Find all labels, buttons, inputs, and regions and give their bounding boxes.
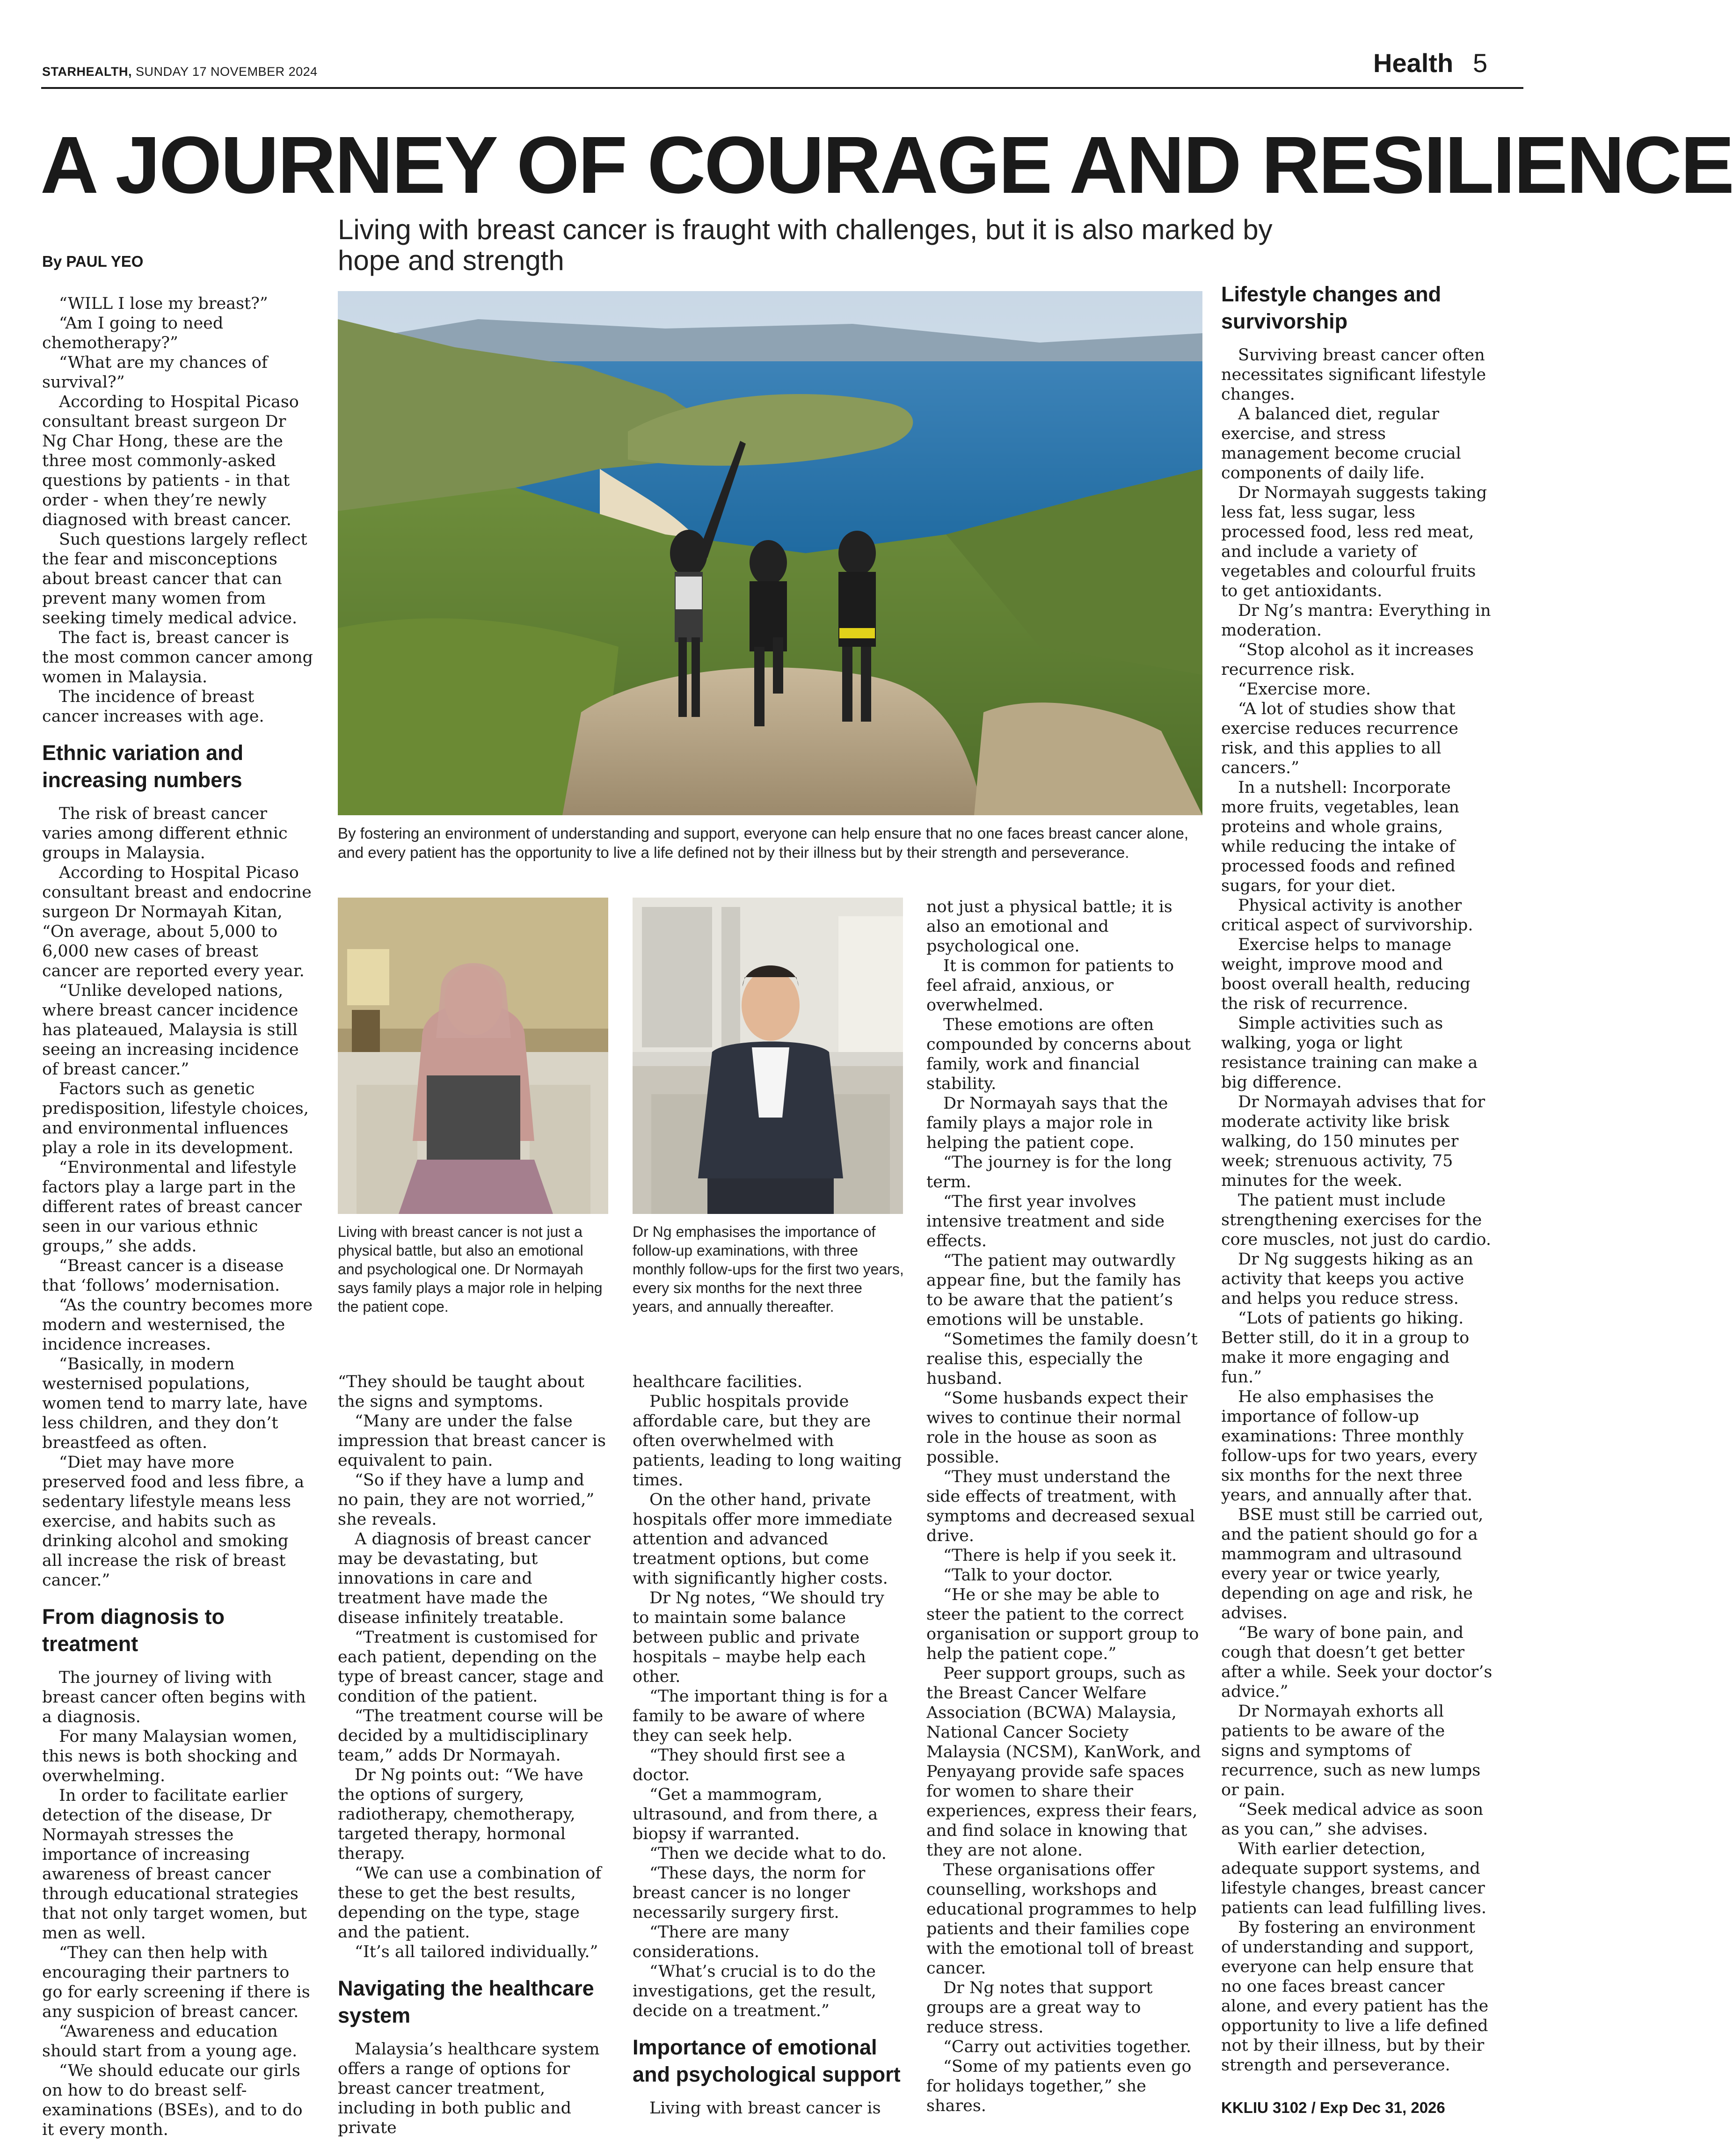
article-column-5 (1221, 281, 1493, 2075)
article-paragraph: “They should be taught about the signs and symptoms. (338, 1373, 585, 1411)
article-column-4 (926, 897, 1202, 2116)
article-paragraph: “The journey is for the long term. (926, 1153, 1172, 1191)
article-paragraph: “Awareness and education should start from a young age. (42, 2022, 298, 2061)
article-paragraph: Surviving breast cancer often necessitates significant lifestyle changes. (1221, 346, 1486, 404)
article-paragraph: “So if they have a lump and no pain, they are not worried,” she reveals. (338, 1471, 595, 1529)
col3-paragraphs (633, 1372, 904, 2021)
footer-approval-code: KKLIU 3102 / Exp Dec 31, 2026 (1221, 2099, 1445, 2116)
article-paragraph: “Breast cancer is a disease that ‘follows’ modernisation. (42, 1257, 284, 1295)
article-paragraph: Malaysia’s healthcare system offers a range of options for breast cancer treatment, including in both public and private (338, 2040, 600, 2137)
article-paragraph: The patient must include strengthening exercises for the core muscles, not just do cardio. (1221, 1191, 1491, 1249)
article-paragraph: “Many are under the false impression that breast cancer is equivalent to pain. (338, 1412, 606, 1470)
article-paragraph: Dr Normayah advises that for moderate activity like brisk walking, do 150 minutes per week; strenuous activity, 75 minutes for the week. (1221, 1093, 1485, 1190)
article-paragraph: These emotions are often compounded by concerns about family, work and financial stability. (926, 1016, 1191, 1093)
article-paragraph: Dr Ng notes that support groups are a great way to reduce stress. (926, 1979, 1153, 2037)
article-paragraph: The journey of living with breast cancer often begins with a diagnosis. (42, 1668, 306, 1726)
article-paragraph: “It’s all tailored individually.” (355, 1943, 598, 1961)
article-paragraph: “Some husbands expect their wives to continue their normal role in the house as soon as possible. (926, 1389, 1187, 1467)
photo-dr-ng (633, 898, 903, 1214)
article-paragraph: “We can use a combination of these to get the best results, depending on the type, stage and the patient. (338, 1864, 602, 1942)
article-paragraph: Dr Normayah exhorts all patients to be aware of the signs and symptoms of recurrence, such as new lumps or pain. (1221, 1702, 1481, 1799)
article-paragraph: “Talk to your doctor. (943, 1566, 1113, 1585)
subheading-emotional-support: Importance of emotional and psychological support (633, 2035, 901, 2086)
article-paragraph: On the other hand, private hospitals offer more immediate attention and advanced treatment options, but come with significantly higher costs. (633, 1491, 893, 1588)
photo-dr-normayah (338, 898, 608, 1214)
article-paragraph: “These days, the norm for breast cancer is no longer necessarily surgery first. (633, 1864, 866, 1922)
article-paragraph: Physical activity is another critical aspect of survivorship. (1221, 896, 1473, 935)
article-paragraph: Peer support groups, such as the Breast Cancer Welfare Association (BCWA) Malaysia, National Cancer Society Malaysia (NCSM), KanWork, and Penyayang provide safe spaces for women to share their experiences, express their fears, and find solace in knowing that they are not alone. (926, 1664, 1201, 1860)
article-paragraph: Dr Normayah suggests taking less fat, less sugar, less processed food, less red meat, and include a variety of vegetables and colourful fruits to get antioxidants. (1221, 483, 1487, 600)
article-paragraph: The risk of breast cancer varies among different ethnic groups in Malaysia. (42, 804, 288, 862)
article-paragraph: Dr Ng suggests hiking as an activity that keeps you active and helps you reduce stress. (1221, 1250, 1473, 1308)
article-paragraph: Public hospitals provide affordable care, but they are often overwhelmed with patients, leading to long waiting times. (633, 1392, 902, 1490)
article-paragraph: “The treatment course will be decided by a multidisciplinary team,” adds Dr Normayah. (338, 1707, 604, 1765)
article-paragraph: “Get a mammogram, ultrasound, and from there, a biopsy if warranted. (633, 1785, 878, 1843)
article-paragraph: “Diet may have more preserved food and less fibre, a sedentary lifestyle means less exercise, and habits such as drinking alcohol and smoking all increase the risk of breast cancer.” (42, 1453, 305, 1590)
masthead-rule (41, 87, 1523, 89)
article-paragraph: “There are many considerations. (633, 1923, 789, 1961)
article-paragraph: For many Malaysian women, this news is both shocking and overwhelming. (42, 1727, 298, 1785)
article-paragraph: “Stop alcohol as it increases recurrence risk. (1221, 641, 1474, 679)
masthead-publication-date (42, 65, 318, 79)
intro-paragraphs (42, 294, 313, 726)
article-paragraph: Simple activities such as walking, yoga or light resistance training can make a big difference. (1221, 1014, 1478, 1092)
col2-paragraphs (338, 1372, 609, 1962)
photo-dr-normayah-caption: Living with breast cancer is not just a physical battle, but also an emotional and psychological one. Dr Normayah says family plays a major role in helping the patient cope. (338, 1223, 603, 1315)
article-paragraph: In order to facilitate earlier detection of the disease, Dr Normayah stresses the importance of increasing awareness of breast cancer through educational strategies that not only target women, but men as well. (42, 1786, 307, 1943)
page-number: 5 (1473, 48, 1488, 78)
subheading-ethnic-variation: Ethnic variation and increasing numbers (42, 741, 244, 792)
article-paragraph: “Environmental and lifestyle factors play a large part in the different rates of breast cancer seen in our various ethnic groups,” she adds. (42, 1158, 302, 1256)
article-paragraph: Such questions largely reflect the fear and misconceptions about breast cancer that can prevent many women from seeking timely medical advice. (42, 530, 307, 628)
subheading-lifestyle: Lifestyle changes and survivorship (1221, 282, 1442, 333)
article-paragraph: “Basically, in modern westernised populations, women tend to marry late, have less children, and they don’t breastfeed as often. (42, 1355, 308, 1452)
article-paragraph: “Am I going to need chemotherapy?” (42, 314, 224, 352)
article-paragraph: not just a physical battle; it is also an emotional and psychological one. (926, 898, 1172, 956)
article-paragraph: “They should first see a doctor. (633, 1746, 845, 1784)
article-paragraph: “The patient may outwardly appear fine, but the family has to be aware that the patient’s emotions will be unstable. (926, 1251, 1181, 1329)
article-paragraph: healthcare facilities. (633, 1373, 803, 1391)
emotional-paragraphs (633, 2098, 904, 2118)
article-paragraph: “The important thing is for a family to be aware of where they can seek help. (633, 1687, 888, 1745)
article-paragraph: “Treatment is customised for each patient, depending on the type of breast cancer, stage and condition of the patient. (338, 1628, 604, 1706)
article-paragraph: Dr Ng notes, “We should try to maintain some balance between public and private hospitals – maybe help each other. (633, 1589, 884, 1686)
article-paragraph: “They can then help with encouraging their partners to go for early screening if there is any suspicion of breast cancer. (42, 1944, 310, 2021)
article-paragraph: “Seek medical advice as soon as you can,” she advises. (1221, 1800, 1484, 1839)
article-paragraph: “He or she may be able to steer the patient to the correct organisation or support group to help the patient cope.” (926, 1586, 1199, 1663)
subheading-diagnosis: From diagnosis to treatment (42, 1605, 225, 1656)
article-paragraph: “Carry out activities together. (943, 2038, 1192, 2056)
article-column-2 (338, 1372, 609, 2138)
article-paragraph: “There is help if you seek it. (943, 1546, 1177, 1565)
article-paragraph: “What’s crucial is to do the investigations, get the result, decide on a treatment.” (633, 1962, 876, 2020)
article-paragraph: “The first year involves intensive treatment and side effects. (926, 1192, 1165, 1250)
article-paragraph: In a nutshell: Incorporate more fruits, vegetables, lean proteins and whole grains, while reducing the intake of processed foods and refined sugars, for your diet. (1221, 778, 1459, 895)
article-paragraph: Dr Normayah says that the family plays a major role in helping the patient cope. (926, 1094, 1168, 1152)
photo-dr-ng-caption: Dr Ng emphasises the importance of follow-up examinations, with three monthly follow-ups for the first two years, every six months for the next three years, and annually thereafter. (633, 1223, 904, 1315)
article-paragraph: “Unlike developed nations, where breast cancer incidence has plateaued, Malaysia is still seeing an increasing incidence of breast cancer.” (42, 981, 299, 1079)
article-paragraph: BSE must still be carried out, and the patient should go for a mammogram and ultrasound every year or twice yearly, depending on age and risk, he advises. (1221, 1506, 1484, 1622)
article-paragraph: “A lot of studies show that exercise reduces recurrence risk, and this applies to all cancers.” (1221, 700, 1458, 777)
hero-photo-caption: By fostering an environment of understanding and support, everyone can help ensure that no one faces breast cancer alone, and every patient has the opportunity to live a life defined not by their illness but by their strength and perseverance. (338, 825, 1189, 861)
col4-paragraphs (926, 897, 1202, 2116)
article-paragraph: “We should educate our girls on how to do breast self-examinations (BSEs), and to do it every month. (42, 2061, 303, 2139)
headline: A JOURNEY OF COURAGE AND RESILIENCE (40, 119, 1733, 210)
article-paragraph: With earlier detection, adequate support systems, and lifestyle changes, breast cancer patients can lead fulfilling lives. (1221, 1840, 1487, 1917)
article-paragraph: “They must understand the side effects of treatment, with symptoms and decreased sexual drive. (926, 1468, 1195, 1545)
subheading-navigating: Navigating the healthcare system (338, 1976, 594, 2027)
article-paragraph: The fact is, breast cancer is the most common cancer among women in Malaysia. (42, 629, 313, 687)
hero-photo-hikers (338, 291, 1202, 815)
navigating-paragraphs (338, 2039, 609, 2138)
article-paragraph: By fostering an environment of understanding and support, everyone can help ensure that no one faces breast cancer alone, and every patient has the opportunity to live a life defined not by their illness, but by their strength and perseverance. (1221, 1918, 1489, 2075)
issue-date: SUNDAY 17 NOVEMBER 2024 (131, 65, 318, 79)
publication-name: STARHEALTH, (42, 65, 132, 79)
article-paragraph: A balanced diet, regular exercise, and stress management become crucial components of daily life. (1221, 405, 1461, 482)
byline: By PAUL YEO (42, 253, 144, 270)
article-paragraph: According to Hospital Picaso consultant breast surgeon Dr Ng Char Hong, these are the three most commonly-asked questions by patients - in that order - when they’re newly diagnosed with breast cancer. (42, 393, 299, 529)
article-paragraph: “Exercise more. (1238, 680, 1371, 699)
article-column-1 (42, 294, 313, 2140)
col5-paragraphs (1221, 345, 1493, 2075)
article-paragraph: These organisations offer counselling, workshops and educational programmes to help patients and their families cope with the emotional toll of breast cancer. (926, 1861, 1197, 1978)
article-paragraph: Dr Ng points out: “We have the options of surgery, radiotherapy, chemotherapy, targeted therapy, hormonal therapy. (338, 1766, 583, 1863)
article-paragraph: “Lots of patients go hiking. Better still, do it in a group to make it more engaging and fun.” (1221, 1309, 1470, 1387)
article-paragraph: “WILL I lose my breast?” (59, 294, 268, 313)
ethnic-paragraphs (42, 804, 313, 1590)
article-paragraph: “Sometimes the family doesn’t realise this, especially the husband. (926, 1330, 1198, 1388)
article-paragraph: He also emphasises the importance of follow-up examinations: Three monthly follow-ups for two years, every six months for the next three years, and annually after that. (1221, 1388, 1478, 1505)
article-paragraph: The incidence of breast cancer increases with age. (42, 687, 264, 726)
article-paragraph: Dr Ng’s mantra: Everything in moderation. (1221, 601, 1491, 640)
article-paragraph: According to Hospital Picaso consultant breast and endocrine surgeon Dr Normayah Kitan, “On average, about 5,000 to 6,000 new cases of breast cancer are reported every year. (42, 863, 312, 980)
article-paragraph: “As the country becomes more modern and westernised, the incidence increases. (42, 1296, 313, 1354)
article-paragraph: “Then we decide what to do. (649, 1844, 887, 1863)
article-column-3 (633, 1372, 904, 2118)
article-paragraph: “Be wary of bone pain, and cough that doesn’t get better after a while. Seek your doctor’s advice.” (1221, 1623, 1493, 1701)
article-paragraph: “Some of my patients even go for holidays together,” she shares. (926, 2057, 1192, 2115)
article-paragraph: It is common for patients to feel afraid, anxious, or overwhelmed. (926, 957, 1174, 1015)
section-name: Health (1373, 48, 1454, 78)
standfirst: Living with breast cancer is fraught with challenges, but it is also marked by hope and strength (338, 214, 1273, 276)
article-paragraph: A diagnosis of breast cancer may be devastating, but innovations in care and treatment have made the disease infinitely treatable. (338, 1530, 591, 1627)
diagnosis-paragraphs (42, 1668, 313, 2140)
article-paragraph: Living with breast cancer is (649, 2099, 881, 2118)
article-paragraph: “What are my chances of survival?” (42, 353, 268, 392)
article-paragraph: Factors such as genetic predisposition, lifestyle choices, and environmental influences play a role in its development. (42, 1080, 309, 1157)
article-paragraph: Exercise helps to manage weight, improve mood and boost overall health, reducing the risk of recurrence. (1221, 935, 1471, 1013)
